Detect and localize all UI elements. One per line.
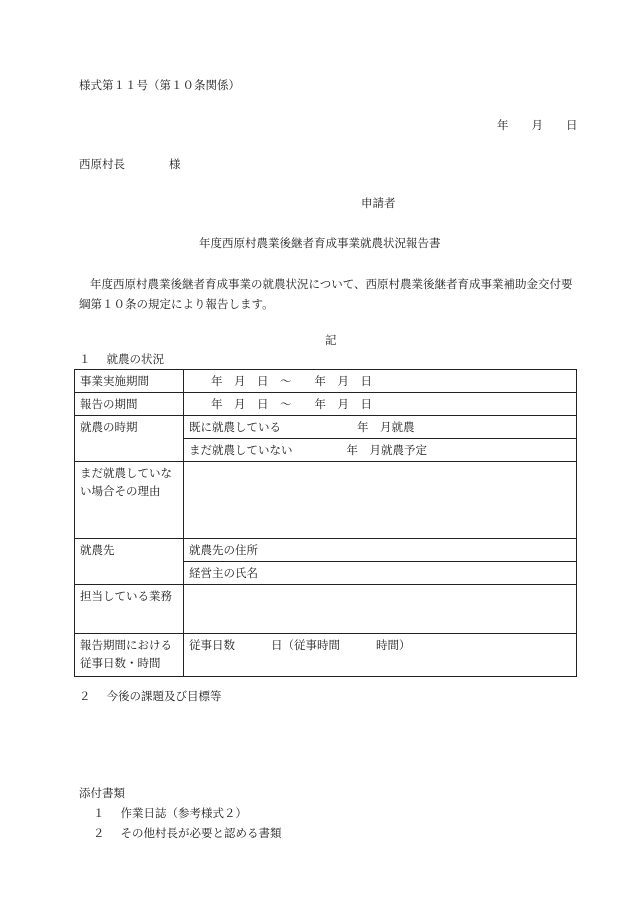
employer-name-field[interactable]: 経営主の氏名 <box>184 562 577 585</box>
addressee <box>79 157 181 171</box>
report-period-value[interactable]: 年 月 日 ～ 年 月 日 <box>184 393 577 416</box>
timing-option-not-yet[interactable]: まだ就農していない 年 月就農予定 <box>184 439 577 462</box>
section2-number: ２ <box>79 689 91 703</box>
form-number: 様式第１１号（第１０条関係） <box>79 78 240 92</box>
date-month: 月 <box>531 118 543 132</box>
table-row <box>75 393 577 416</box>
section1-number: １ <box>79 352 91 366</box>
table-row <box>75 462 577 539</box>
applicant-label: 申請者 <box>361 196 396 210</box>
duties-field[interactable] <box>184 585 577 634</box>
table-row <box>75 634 577 677</box>
report-period-label: 報告の期間 <box>75 393 184 416</box>
body-text: 年度西原村農業後継者育成事業の就農状況について、西原村農業後継者育成事業補助金交付要綱第１０条の規定により報告します。 <box>79 277 573 311</box>
date-line <box>497 118 578 132</box>
employer-address-field[interactable]: 就農先の住所 <box>184 539 577 562</box>
attachment-item: １ 作業日誌（参考様式２） <box>93 806 247 820</box>
workdays-field[interactable]: 従事日数 日（従事時間 時間） <box>184 634 577 677</box>
attachment-item: ２ その他村長が必要と認める書類 <box>93 826 282 840</box>
addressee-name: 西原村長 <box>79 157 125 171</box>
section1-heading <box>79 352 164 366</box>
timing-label: 就農の時期 <box>75 416 184 462</box>
table-row <box>75 539 577 562</box>
employer-label: 就農先 <box>75 539 184 585</box>
date-day: 日 <box>566 118 578 132</box>
document-title: 年度西原村農業後継者育成事業就農状況報告書 <box>199 236 441 250</box>
section2-title: 今後の課題及び目標等 <box>106 689 222 703</box>
period-label: 事業実施期間 <box>75 370 184 393</box>
section1-title: 就農の状況 <box>106 352 164 366</box>
period-value[interactable]: 年 月 日 ～ 年 月 日 <box>184 370 577 393</box>
reason-field[interactable] <box>184 462 577 539</box>
ki-marker: 記 <box>325 333 337 347</box>
table-row <box>75 585 577 634</box>
table-row <box>75 416 577 439</box>
reason-label: まだ就農していない場合その理由 <box>75 462 184 539</box>
timing-option-farming[interactable]: 既に就農している 年 月就農 <box>184 416 577 439</box>
date-year: 年 <box>497 118 509 132</box>
duties-label: 担当している業務 <box>75 585 184 634</box>
section2-heading <box>79 689 222 703</box>
status-table <box>74 369 577 677</box>
table-row <box>75 370 577 393</box>
attachments-heading: 添付書類 <box>79 786 125 800</box>
addressee-suffix: 様 <box>169 157 181 171</box>
workdays-label: 報告期間における従事日数・時間 <box>75 634 184 677</box>
